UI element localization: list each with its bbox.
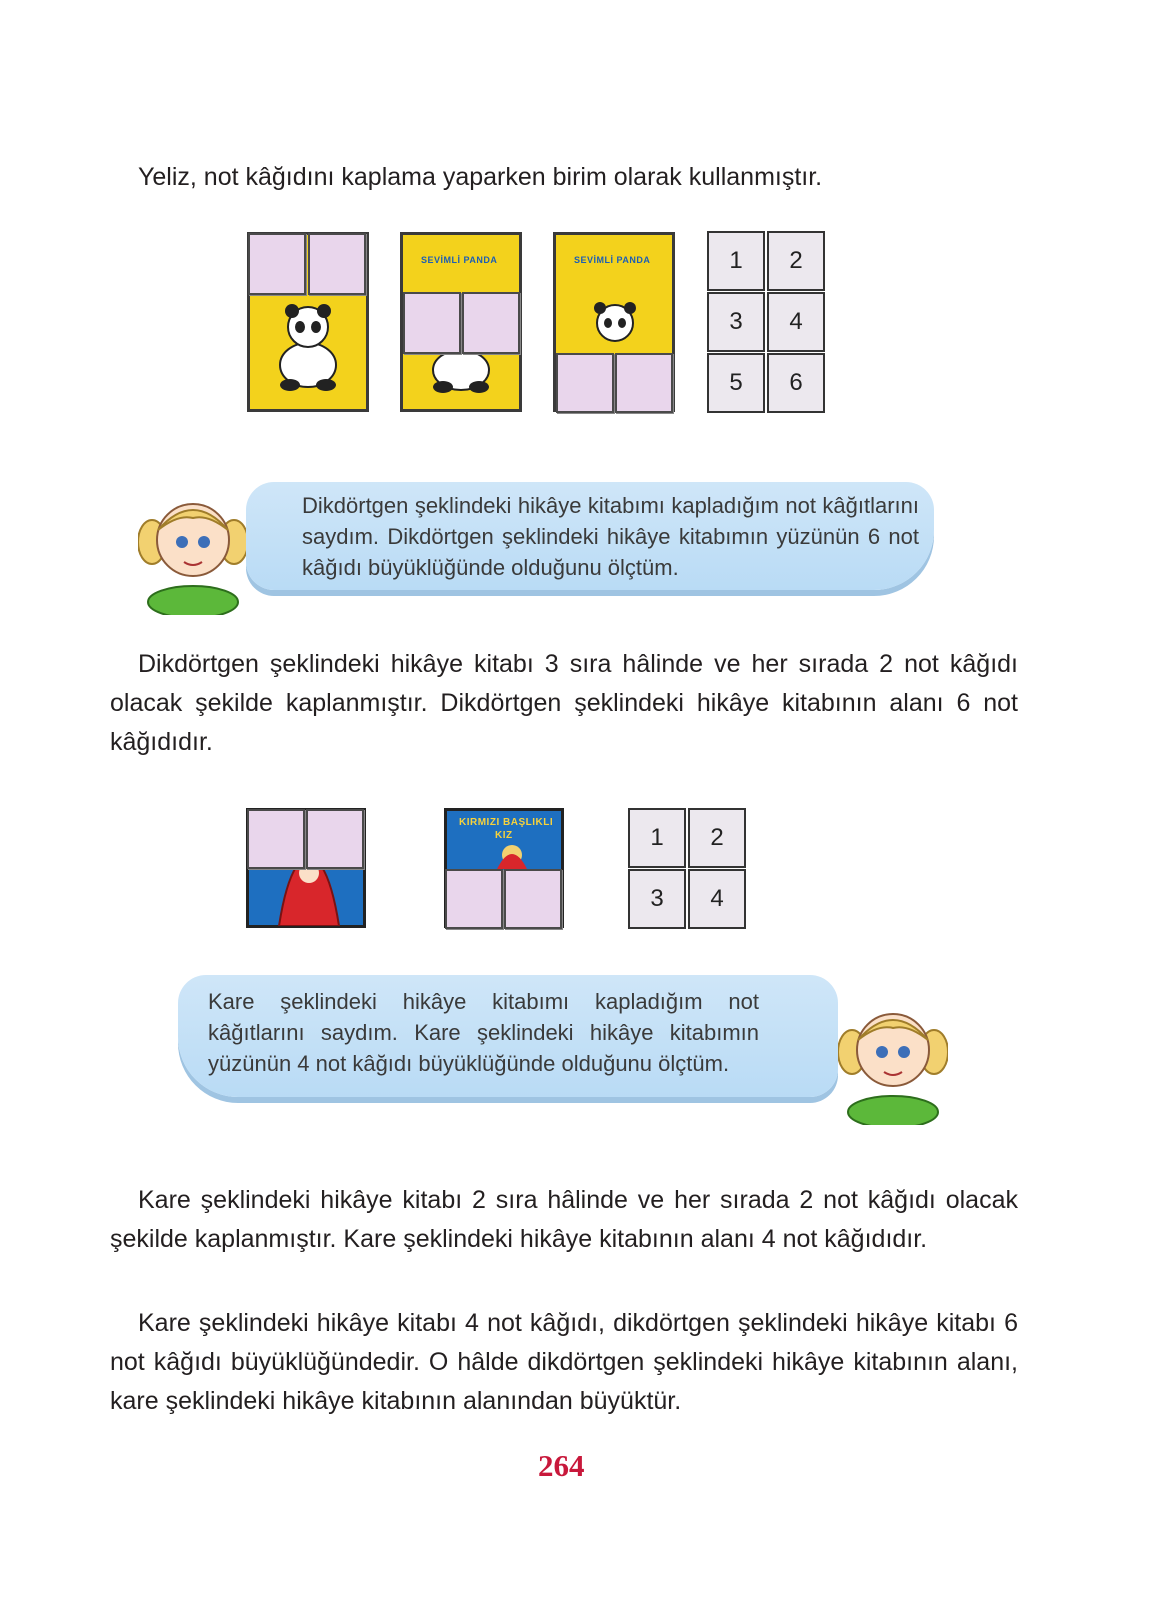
note-paper [308,233,366,295]
note-paper [462,292,520,354]
grid-cell: 1 [707,231,765,291]
grid-cell: 5 [707,353,765,413]
book-title: KIRMIZI BAŞLIKLI [459,817,554,828]
paragraph: Dikdörtgen şeklindeki hikâye kitabı 3 sıra hâlinde ve her sırada 2 not kâğıdı olacak şekilde kaplanmıştır. Dikdörtgen şeklindeki hikâye kitabının alanı 6 not kâğıdıdır. [110,650,1018,756]
note-paper [247,809,305,869]
grid-cell: 3 [707,292,765,352]
note-paper [248,233,306,295]
note-paper [504,869,562,929]
note-paper [306,809,364,869]
paragraph: Kare şeklindeki hikâye kitabı 4 not kâğıdı, dikdörtgen şeklindeki hikâye kitabı 6 not kâğıdı büyüklüğündedir. O hâlde dikdörtgen şeklindeki hikâye kitabının alanı, kare şeklindeki hikâye kitabının alanından büyüktür. [110,1309,1018,1415]
note-paper [445,869,503,929]
note-paper [615,353,673,413]
red-hood-illustration [487,839,537,869]
book-title: KIZ [495,830,513,841]
speech-bubble-text: Dikdörtgen şeklindeki hikâye kitabımı kapladığım not kâğıtlarını saydım. Dikdörtgen şeklindeki hikâye kitabımın yüzünün 6 not kâğıdı büyüklüğünde olduğunu ölçtüm. [302,493,919,580]
panda-illustration [268,295,348,395]
girl-character [138,490,248,615]
grid-cell: 6 [767,353,825,413]
panda-illustration [580,295,650,355]
grid-cell: 2 [688,808,746,868]
grid-cell: 4 [767,292,825,352]
speech-bubble-text: Kare şeklindeki hikâye kitabımı kapladığım not kâğıtlarını saydım. Kare şeklindeki hikâye kitabımın yüzünün 4 not kâğıdı büyüklüğünde olduğunu ölçtüm. [208,989,759,1076]
intro-text: Yeliz, not kâğıdını kaplama yaparken birim olarak kullanmıştır. [138,163,823,191]
grid-cell: 2 [767,231,825,291]
page-number: 264 [538,1448,585,1483]
note-paper [556,353,614,413]
grid-cell: 1 [628,808,686,868]
grid-cell: 4 [688,869,746,929]
book-title: SEVİMLİ PANDA [574,255,651,265]
grid-cell: 3 [628,869,686,929]
note-paper [403,292,461,354]
book-title: SEVİMLİ PANDA [421,255,498,265]
paragraph: Kare şeklindeki hikâye kitabı 2 sıra hâlinde ve her sırada 2 not kâğıdı olacak şekilde kaplanmıştır. Kare şeklindeki hikâye kitabının alanı 4 not kâğıdıdır. [110,1186,1018,1253]
girl-character [838,1000,948,1125]
